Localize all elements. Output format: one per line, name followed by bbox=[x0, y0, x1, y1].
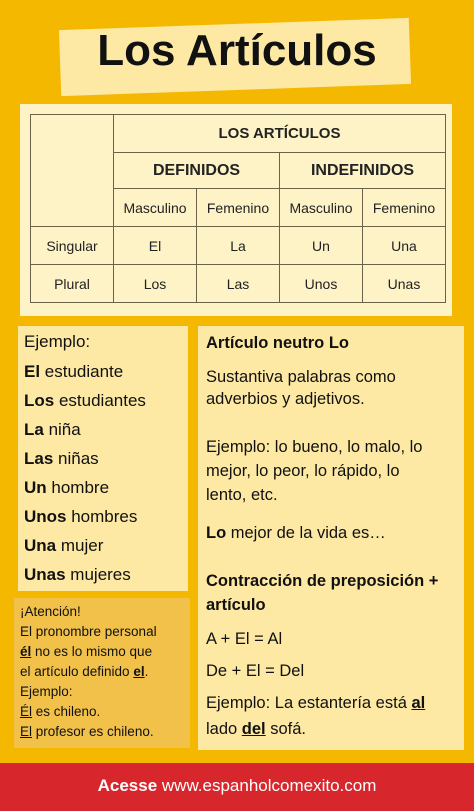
contraccion-heading: artículo bbox=[206, 596, 266, 614]
list-item: Unas mujeres bbox=[24, 565, 131, 584]
definidos-header: DEFINIDOS bbox=[114, 153, 280, 189]
list-item: Las niñas bbox=[24, 449, 99, 468]
table-cell: Unas bbox=[363, 265, 446, 303]
table-cell: Las bbox=[197, 265, 280, 303]
neutro-heading: Artículo neutro Lo bbox=[206, 334, 349, 352]
list-item: Los estudiantes bbox=[24, 391, 146, 410]
atencion-line: él no es lo mismo que bbox=[20, 644, 153, 659]
col-masculino-indef: Masculino bbox=[280, 189, 363, 227]
list-item: El estudiante bbox=[24, 362, 124, 381]
list-item: Una mujer bbox=[24, 536, 104, 555]
neutro-example: mejor, lo peor, lo rápido, lo bbox=[206, 462, 400, 480]
indefinidos-header: INDEFINIDOS bbox=[280, 153, 446, 189]
contraccion-formula: De + El = Del bbox=[206, 662, 305, 680]
contraccion-formula: A + El = Al bbox=[206, 630, 283, 648]
list-item: Unos hombres bbox=[24, 507, 138, 526]
neutro-example: lento, etc. bbox=[206, 486, 278, 504]
atencion-line: Él es chileno. bbox=[20, 704, 101, 719]
table-row-singular bbox=[31, 227, 446, 265]
articles-table bbox=[30, 114, 446, 303]
atencion-line: El profesor es chileno. bbox=[20, 724, 154, 739]
table-cell: La bbox=[197, 227, 280, 265]
articles-table-panel bbox=[20, 104, 452, 316]
neutro-desc: adverbios y adjetivos. bbox=[206, 390, 365, 408]
row-label: Singular bbox=[31, 227, 114, 265]
table-cell: El bbox=[114, 227, 197, 265]
ejemplo-panel bbox=[18, 326, 188, 591]
table-header: LOS ARTÍCULOS bbox=[114, 115, 446, 153]
table-cell: Un bbox=[280, 227, 363, 265]
page-title: Los Artículos bbox=[97, 26, 377, 75]
atencion-panel bbox=[14, 598, 190, 748]
contraccion-example: Ejemplo: La estantería está al bbox=[206, 694, 426, 712]
contraccion-example: lado del sofá. bbox=[206, 720, 306, 738]
list-item: Un hombre bbox=[24, 478, 110, 497]
table-row-plural bbox=[31, 265, 446, 303]
col-femenino-indef: Femenino bbox=[363, 189, 446, 227]
table-cell: Los bbox=[114, 265, 197, 303]
atencion-line: el artículo definido el. bbox=[20, 664, 149, 679]
row-label: Plural bbox=[31, 265, 114, 303]
atencion-heading: ¡Atención! bbox=[20, 604, 81, 619]
neutro-example: Ejemplo: lo bueno, lo malo, lo bbox=[206, 438, 423, 456]
contraccion-heading: Contracción de preposición + bbox=[206, 572, 439, 590]
atencion-line: Ejemplo: bbox=[20, 684, 73, 699]
table-cell: Unos bbox=[280, 265, 363, 303]
ejemplo-heading: Ejemplo: bbox=[24, 332, 91, 351]
neutro-sentence: Lo mejor de la vida es… bbox=[206, 524, 386, 542]
table-cell: Una bbox=[363, 227, 446, 265]
atencion-line: El pronombre personal bbox=[20, 624, 157, 639]
footer-link[interactable]: Acesse www.espanholcomexito.com bbox=[97, 776, 377, 795]
col-femenino-def: Femenino bbox=[197, 189, 280, 227]
neutro-desc: Sustantiva palabras como bbox=[206, 368, 396, 386]
neutro-contraccion-panel bbox=[198, 326, 464, 750]
list-item: La niña bbox=[24, 420, 81, 439]
col-masculino-def: Masculino bbox=[114, 189, 197, 227]
table-corner-cell bbox=[31, 115, 114, 227]
